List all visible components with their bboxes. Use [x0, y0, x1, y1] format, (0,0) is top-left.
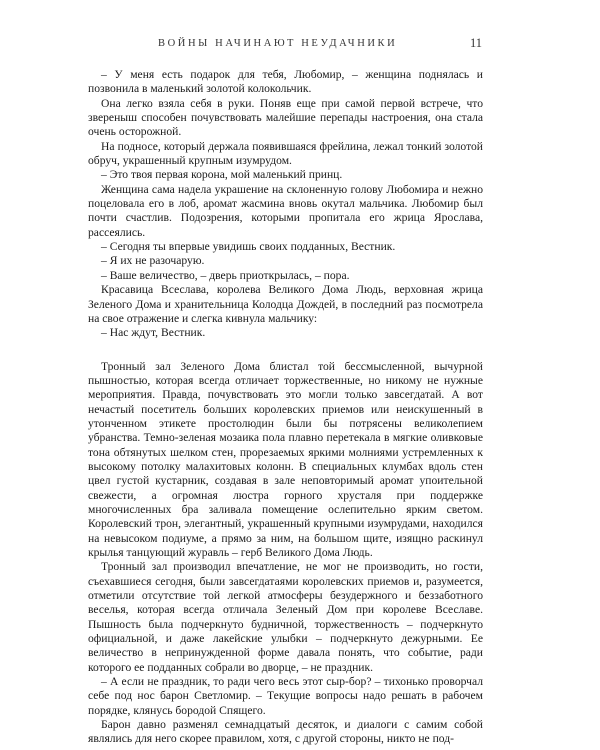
paragraph: – Я их не разочарую.	[101, 254, 205, 268]
paragraph: – Это твоя первая корона, мой маленький принц.	[101, 168, 343, 182]
paragraph: – А если не праздник, то ради чего весь этот сыр-бор? – тихонько проворчал себе под нос барон Светломир. – Текущие вопросы надо решать в рабочем порядке, клянусь бородой Спящего.	[88, 675, 483, 717]
paragraph: Барон давно разменял семнадцатый десяток, и диалоги с самим собой являлись для него скорее правилом, хотя, с другой стороны, никто не под-	[88, 718, 483, 746]
paragraph: Тронный зал Зеленого Дома блистал той бессмысленной, вычурной пышностью, которая всегда отличает торжественные, но никому не нужные мероприятия. Правда, почувствовать это могли только завсегдатай. А вот нечастый посетитель больших королевских приемов или неискушенный в утонченном этикете простолюдин были бы потрясены великолепием убранства. Темно-зеленая мозаика пола плавно перетекала в мягкие оливковые тона обтянутых шелком стен, прорезаемых яркими молниями устремленных к высокому потолку малахитовых колонн. В специальных клумбах вдоль стен цвел густой кустарник, создавая в зале неповторимый аромат упоительной свежести, а огромная люстра горного хрусталя при поддержке многочисленных бра заливала помещение ослепительно ярким светом. Королевский трон, элегантный, украшенный крупными изумрудами, находился на невысоком подиуме, а прямо за ним, на большом щите, изящно раскинул крылья танцующий журавль – герб Великого Дома Людь.	[88, 359, 483, 559]
paragraph: Она легко взяла себя в руки. Поняв еще при самой первой встрече, что звереныш способен почувствовать малейшие перепады настроения, она стала очень осторожной.	[88, 96, 483, 139]
body-text	[88, 68, 483, 747]
paragraph: – У меня есть подарок для тебя, Любомир, – женщина поднялась и позвонила в маленький золотой колокольчик.	[88, 68, 483, 96]
paragraph: Красавица Всеслава, королева Великого Дома Людь, верховная жрица Зеленого Дома и хранительница Колодца Дождей, в последний раз посмотрела на свое отражение и слегка кивнула мальчику:	[88, 283, 483, 325]
paragraph: – Сегодня ты впервые увидишь своих подданных, Вестник.	[101, 240, 396, 254]
paragraph: Женщина сама надела украшение на склоненную голову Любомира и нежно поцеловала его в лоб, аромат жасмина вновь окутал мальчика. Любомир был почти счастлив. Подозрения, которыми пропитала его жрица Ярослава, рассеялись.	[88, 182, 483, 239]
paragraph: – Ваше величество, – дверь приоткрылась, – пора.	[101, 268, 350, 282]
page-number: 11	[470, 36, 483, 50]
paragraph: Тронный зал производил впечатление, не мог не производить, но гости, съехавшиеся сегодня, были завсегдатаями королевских приемов и, разумеется, отметили отсутствие той легкой атмосферы безудержного и беззаботного веселья, которая всегда отличала Зеленый Дом при королеве Всеславе. Пышность была подчеркнуто будничной, торжественность – подчеркнуто официальной, и даже лакейские улыбки – подчеркнуто дежурными. Ее величество в непринужденной форме давала понять, что событие, ради которого ее подданных собрали во дворце, – не праздник.	[88, 560, 483, 674]
paragraph: – Нас ждут, Вестник.	[101, 326, 206, 340]
running-head: ВОЙНЫ НАЧИНАЮТ НЕУДАЧНИКИ	[158, 38, 398, 49]
paragraph: На подносе, который держала появившаяся фрейлина, лежал тонкий золотой обруч, украшенный крупным изумрудом.	[88, 139, 483, 168]
